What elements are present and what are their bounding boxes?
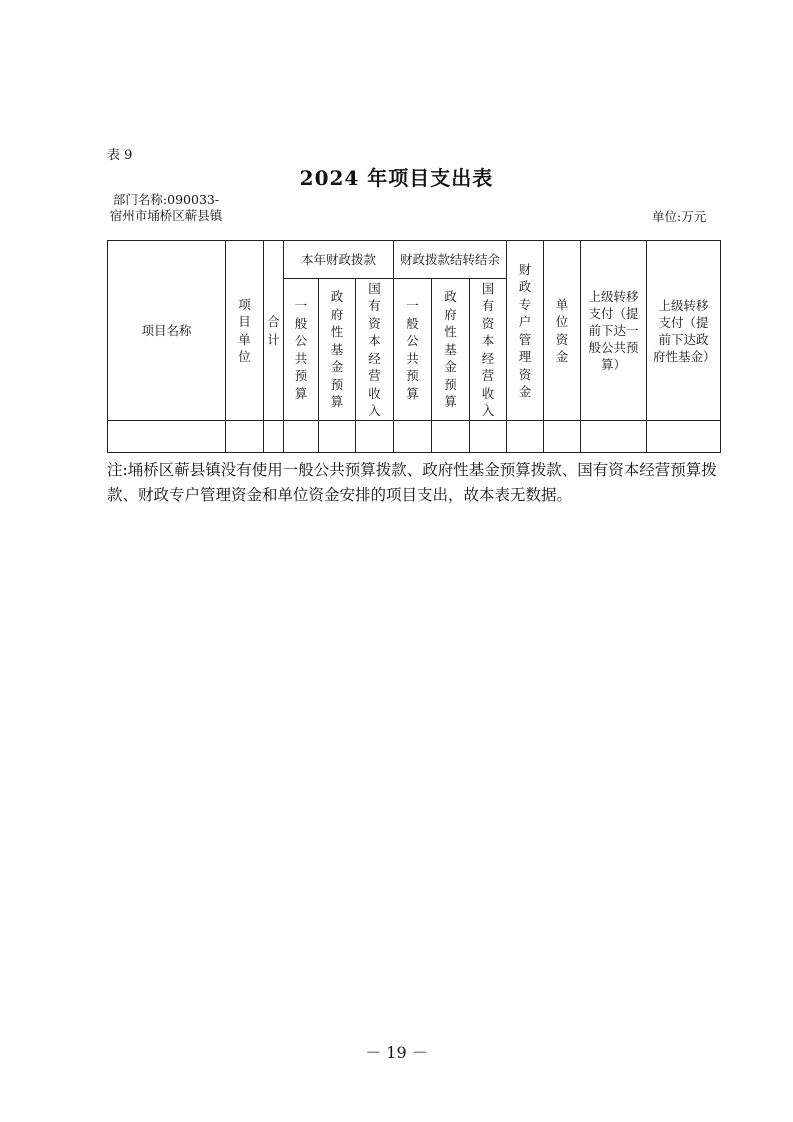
header-carry-general-public-budget: 一般公共预算 <box>394 279 432 421</box>
table-cell <box>470 421 507 453</box>
header-project-unit: 项目单位 <box>226 241 264 421</box>
table-cell <box>507 421 544 453</box>
table-cell <box>432 421 470 453</box>
page-number: － 19 － <box>365 1043 428 1062</box>
page-title: 2024 年项目支出表 <box>299 166 494 190</box>
header-transfer-gov-fund: 上级转移支付（提前下达政府性基金） <box>647 241 721 421</box>
table-row <box>108 421 721 453</box>
table-cell <box>647 421 721 453</box>
header-state-capital-income: 国有资本经营收入 <box>356 279 394 421</box>
unit-label: 单位:万元 <box>652 209 707 224</box>
table-note: 注:埇桥区蕲县镇没有使用一般公共预算拨款、政府性基金预算拨款、国有资本经营预算拨款、财政专户管理资金和单位资金安排的项目支出，故本表无数据。 <box>107 461 717 504</box>
header-gov-fund-budget: 政府性基金预算 <box>319 279 356 421</box>
header-current-year-group: 本年财政拨款 <box>284 241 394 279</box>
table-cell <box>264 421 284 453</box>
table-cell <box>319 421 356 453</box>
header-total: 合计 <box>264 241 284 421</box>
header-row-group <box>108 241 721 279</box>
table-cell <box>356 421 394 453</box>
header-carry-state-capital-income: 国有资本经营收入 <box>470 279 507 421</box>
table-cell <box>226 421 264 453</box>
table-cell <box>284 421 319 453</box>
table-cell <box>581 421 647 453</box>
table-cell <box>544 421 581 453</box>
table-cell <box>108 421 226 453</box>
header-general-public-budget: 一般公共预算 <box>284 279 319 421</box>
table-label: 表 9 <box>107 148 133 163</box>
header-special-account-funds: 财政专户管理资金 <box>507 241 544 421</box>
header-unit-funds: 单位资金 <box>544 241 581 421</box>
header-transfer-general: 上级转移支付（提前下达一般公共预算） <box>581 241 647 421</box>
department-name: 部门名称:090033-宿州市埇桥区蕲县镇 <box>109 192 223 223</box>
header-carryover-group: 财政拨款结转结余 <box>394 241 507 279</box>
table-cell <box>394 421 432 453</box>
header-carry-gov-fund-budget: 政府性基金预算 <box>432 279 470 421</box>
project-expenditure-table <box>107 240 721 453</box>
header-project-name: 项目名称 <box>108 241 226 421</box>
